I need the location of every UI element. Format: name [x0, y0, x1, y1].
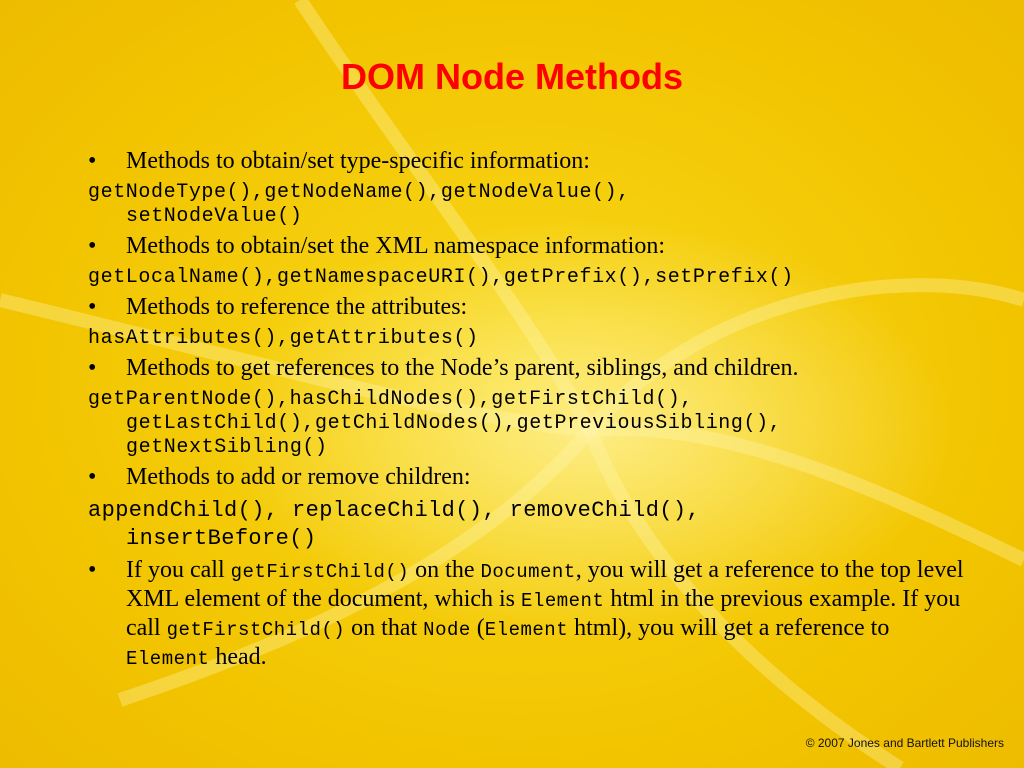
bullet-item: [88, 233, 968, 260]
bullet-text: Methods to add or remove children:: [126, 464, 471, 490]
code-line: getLocalName(),getNamespaceURI(),getPrefix(),setPrefix(): [88, 266, 794, 289]
bullet-item-final: • If you call getFirstChild() on the Document, you will get a reference to the top level XML element of the document, which is Element html in the previous example. If you call getFirstChild() on that Node (Element html), you will get a reference to Element head.: [88, 557, 964, 670]
slide-title: DOM Node Methods: [341, 56, 683, 97]
bullet-icon: •: [88, 148, 97, 174]
bullet-icon: •: [88, 557, 97, 583]
code-line: hasAttributes(),getAttributes(): [88, 327, 479, 350]
bullet-icon: •: [88, 294, 97, 320]
bullet-item: [88, 355, 968, 382]
bullet-text: Methods to reference the attributes:: [126, 294, 468, 320]
bullet-icon: •: [88, 464, 97, 490]
bullet-item: [88, 148, 968, 175]
copyright-notice: © 2007 Jones and Bartlett Publishers: [805, 736, 1004, 750]
bullet-text: Methods to obtain/set type-specific information:: [126, 148, 590, 174]
slide-content: [88, 148, 968, 673]
bullet-item: [88, 464, 968, 491]
code-line: getParentNode(),hasChildNodes(),getFirstChild(), getLastChild(),getChildNodes(),getPreviousSibling(), getNextSibling(): [88, 388, 782, 459]
bullet-icon: •: [88, 355, 97, 381]
bullet-text: Methods to obtain/set the XML namespace information:: [126, 233, 665, 259]
bullet-text: Methods to get references to the Node’s parent, siblings, and children.: [126, 355, 799, 381]
bullet-icon: •: [88, 233, 97, 259]
code-line: getNodeType(),getNodeName(),getNodeValue(), setNodeValue(): [88, 181, 630, 228]
bullet-item: [88, 294, 968, 321]
code-line: appendChild(), replaceChild(), removeChild(), insertBefore(): [88, 498, 701, 551]
